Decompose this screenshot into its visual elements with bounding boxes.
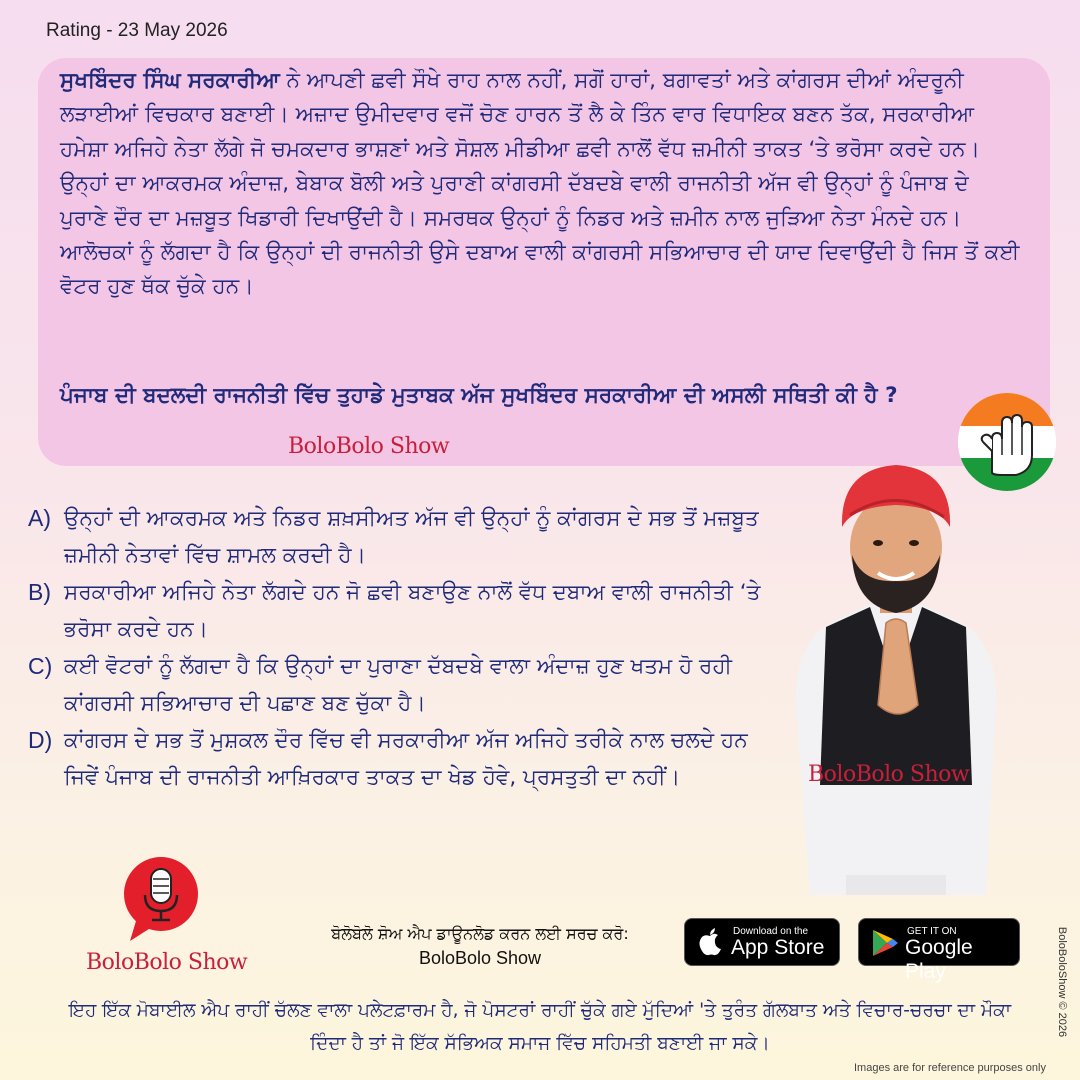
microphone-icon	[122, 855, 200, 947]
option-text: ਕਈ ਵੋਟਰਾਂ ਨੂੰ ਲੱਗਦਾ ਹੈ ਕਿ ਉਨ੍ਹਾਂ ਦਾ ਪੁਰਾਣਾ ਦੱਬਦਬੇ ਵਾਲਾ ਅੰਦਾਜ਼ ਹੁਣ ਖਤਮ ਹੋ ਰਹੀ ਕਾਂਗਰਸੀ ਸਭਿਆਚਾਰ ਦੀ ਪਛਾਣ ਬਣ ਚੁੱਕਾ ਹੈ।	[64, 654, 732, 716]
app-name: BoloBolo Show	[418, 948, 542, 968]
post-date: Rating - 23 May 2026	[46, 20, 228, 41]
poll-question: ਪੰਜਾਬ ਦੀ ਬਦਲਦੀ ਰਾਜਨੀਤੀ ਵਿੱਚ ਤੁਹਾਡੇ ਮੁਤਾਬਕ ਅੱਜ ਸੁਖਬਿੰਦਰ ਸਰਕਾਰੀਆ ਦੀ ਅਸਲੀ ਸਥਿਤੀ ਕੀ ਹੈ ?	[60, 383, 898, 408]
context-paragraph	[60, 64, 1020, 305]
option-letter: A)	[28, 505, 51, 531]
play-triangle-icon	[871, 928, 899, 963]
gplay-small-text: GET IT ON	[907, 926, 957, 937]
brand-watermark: BoloBolo Show	[288, 434, 450, 459]
brand-watermark: BoloBolo Show	[808, 762, 970, 787]
leader-portrait	[790, 455, 1002, 895]
paragraph-text: ਨੇ ਆਪਣੀ ਛਵੀ ਸੌਖੇ ਰਾਹ ਨਾਲ ਨਹੀਂ, ਸਗੋਂ ਹਾਰਾਂ, ਬਗਾਵਤਾਂ ਅਤੇ ਕਾਂਗਰਸ ਦੀਆਂ ਅੰਦਰੂਨੀ ਲੜਾਈਆਂ ਵਿਚਕਾਰ ਬਣਾਈ। ਅਜ਼ਾਦ ਉਮੀਦਵਾਰ ਵਜੋਂ ਚੋਣ ਹਾਰਨ ਤੋਂ ਲੈ ਕੇ ਤਿੰਨ ਵਾਰ ਵਿਧਾਇਕ ਬਣਨ ਤੱਕ, ਸਰਕਾਰੀਆ ਹਮੇਸ਼ਾ ਅਜਿਹੇ ਨੇਤਾ ਲੱਗੇ ਜੋ ਚਮਕਦਾਰ ਭਾਸ਼ਣਾਂ ਅਤੇ ਸੋਸ਼ਲ ਮੀਡੀਆ ਛਵੀ ਨਾਲੋਂ ਵੱਧ ਜ਼ਮੀਨੀ ਤਾਕਤ ‘ਤੇ ਭਰੋਸਾ ਕਰਦੇ ਹਨ। ਉਨ੍ਹਾਂ ਦਾ ਆਕਰਮਕ ਅੰਦਾਜ਼, ਬੇਬਾਕ ਬੋਲੀ ਅਤੇ ਪੁਰਾਣੀ ਕਾਂਗਰਸੀ ਦੱਬਦਬੇ ਵਾਲੀ ਰਾਜਨੀਤੀ ਅੱਜ ਵੀ ਉਨ੍ਹਾਂ ਨੂੰ ਪੰਜਾਬ ਦੇ ਪੁਰਾਣੇ ਦੌਰ ਦਾ ਮਜ਼ਬੂਤ ਖਿਡਾਰੀ ਦਿਖਾਉਂਦੀ ਹੈ। ਸਮਰਥਕ ਉਨ੍ਹਾਂ ਨੂੰ ਨਿਡਰ ਅਤੇ ਜ਼ਮੀਨ ਨਾਲ ਜੁੜਿਆ ਨੇਤਾ ਮੰਨਦੇ ਹਨ। ਆਲੋਚਕਾਂ ਨੂੰ ਲੱਗਦਾ ਹੈ ਕਿ ਉਨ੍ਹਾਂ ਦੀ ਰਾਜਨੀਤੀ ਉਸੇ ਦਬਾਅ ਵਾਲੀ ਕਾਂਗਰਸੀ ਸਭਿਆਚਾਰ ਦੀ ਯਾਦ ਦਿਵਾਉਂਦੀ ਹੈ ਜਿਸ ਤੋਂ ਕਈ ਵੋਟਰ ਹੁਣ ਥੱਕ ਚੁੱਕੇ ਹਨ।	[60, 68, 1020, 300]
appstore-big-text: App Store	[731, 936, 825, 959]
google-play-button[interactable]	[858, 918, 1020, 983]
footer-text: ਇਹ ਇੱਕ ਮੋਬਾਈਲ ਐਪ ਰਾਹੀਂ ਚੱਲਣ ਵਾਲਾ ਪਲੇਟਫ਼ਾਰਮ ਹੈ, ਜੋ ਪੋਸਟਰਾਂ ਰਾਹੀਂ ਚੁੱਕੇ ਗਏ ਮੁੱਦਿਆਂ 'ਤੇ ਤੁਰੰਤ ਗੱਲਬਾਤ ਅਤੇ ਵਿਚਾਰ-ਚਰਚਾ ਦਾ ਮੌਕਾ ਦਿੰਦਾ ਹੈ ਤਾਂ ਜੋ ਇੱਕ ਸੱਭਿਅਕ ਸਮਾਜ ਵਿੱਚ ਸਹਿਮਤੀ ਬਣਾਈ ਜਾ ਸਕੇ।	[68, 1000, 1012, 1054]
option-d[interactable]	[28, 722, 788, 796]
download-prompt: ਬੋਲੋਬੋਲੋ ਸ਼ੋਅ ਐਪ ਡਾਊਨਲੋਡ ਕਰਨ ਲਈ ਸਰਚ ਕਰੋ:	[331, 924, 629, 943]
option-letter: D)	[28, 727, 53, 753]
option-b[interactable]	[28, 574, 788, 648]
disclaimer: Images are for reference purposes only	[854, 1062, 1046, 1074]
option-letter: B)	[28, 579, 51, 605]
appstore-small-text: Download on the	[733, 926, 809, 937]
option-text: ਸਰਕਾਰੀਆ ਅਜਿਹੇ ਨੇਤਾ ਲੱਗਦੇ ਹਨ ਜੋ ਛਵੀ ਬਣਾਉਣ ਨਾਲੋਂ ਵੱਧ ਦਬਾਅ ਵਾਲੀ ਰਾਜਨੀਤੀ ‘ਤੇ ਭਰੋਸਾ ਕਰਦੇ ਹਨ।	[64, 580, 761, 642]
copyright	[1052, 912, 1072, 1052]
option-a[interactable]	[28, 500, 788, 574]
gplay-big-text: Google Play	[905, 936, 973, 983]
option-text: ਕਾਂਗਰਸ ਦੇ ਸਭ ਤੋਂ ਮੁਸ਼ਕਲ ਦੌਰ ਵਿੱਚ ਵੀ ਸਰਕਾਰੀਆ ਅੱਜ ਅਜਿਹੇ ਤਰੀਕੇ ਨਾਲ ਚਲਦੇ ਹਨ ਜਿਵੇਂ ਪੰਜਾਬ ਦੀ ਰਾਜਨੀਤੀ ਆਖ਼ਿਰਕਾਰ ਤਾਕਤ ਦਾ ਖੇਡ ਹੋਵੇ, ਪ੍ਰਸਤੁਤੀ ਦਾ ਨਹੀਂ।	[64, 728, 748, 790]
option-c[interactable]	[28, 648, 788, 722]
answer-options	[28, 500, 788, 796]
option-letter: C)	[28, 653, 53, 679]
apple-icon	[697, 927, 723, 962]
copyright-text: BoloBoloShow © 2026	[1056, 926, 1068, 1038]
leader-name: ਸੁਖਬਿੰਦਰ ਸਿੰਘ ਸਰਕਾਰੀਆ	[60, 68, 280, 93]
app-store-button[interactable]	[684, 918, 840, 966]
brand-logo-text: BoloBolo Show	[86, 950, 248, 975]
option-text: ਉਨ੍ਹਾਂ ਦੀ ਆਕਰਮਕ ਅਤੇ ਨਿਡਰ ਸ਼ਖ਼ਸੀਅਤ ਅੱਜ ਵੀ ਉਨ੍ਹਾਂ ਨੂੰ ਕਾਂਗਰਸ ਦੇ ਸਭ ਤੋਂ ਮਜ਼ਬੂਤ ਜ਼ਮੀਨੀ ਨੇਤਾਵਾਂ ਵਿੱਚ ਸ਼ਾਮਲ ਕਰਦੀ ਹੈ।	[64, 506, 759, 568]
